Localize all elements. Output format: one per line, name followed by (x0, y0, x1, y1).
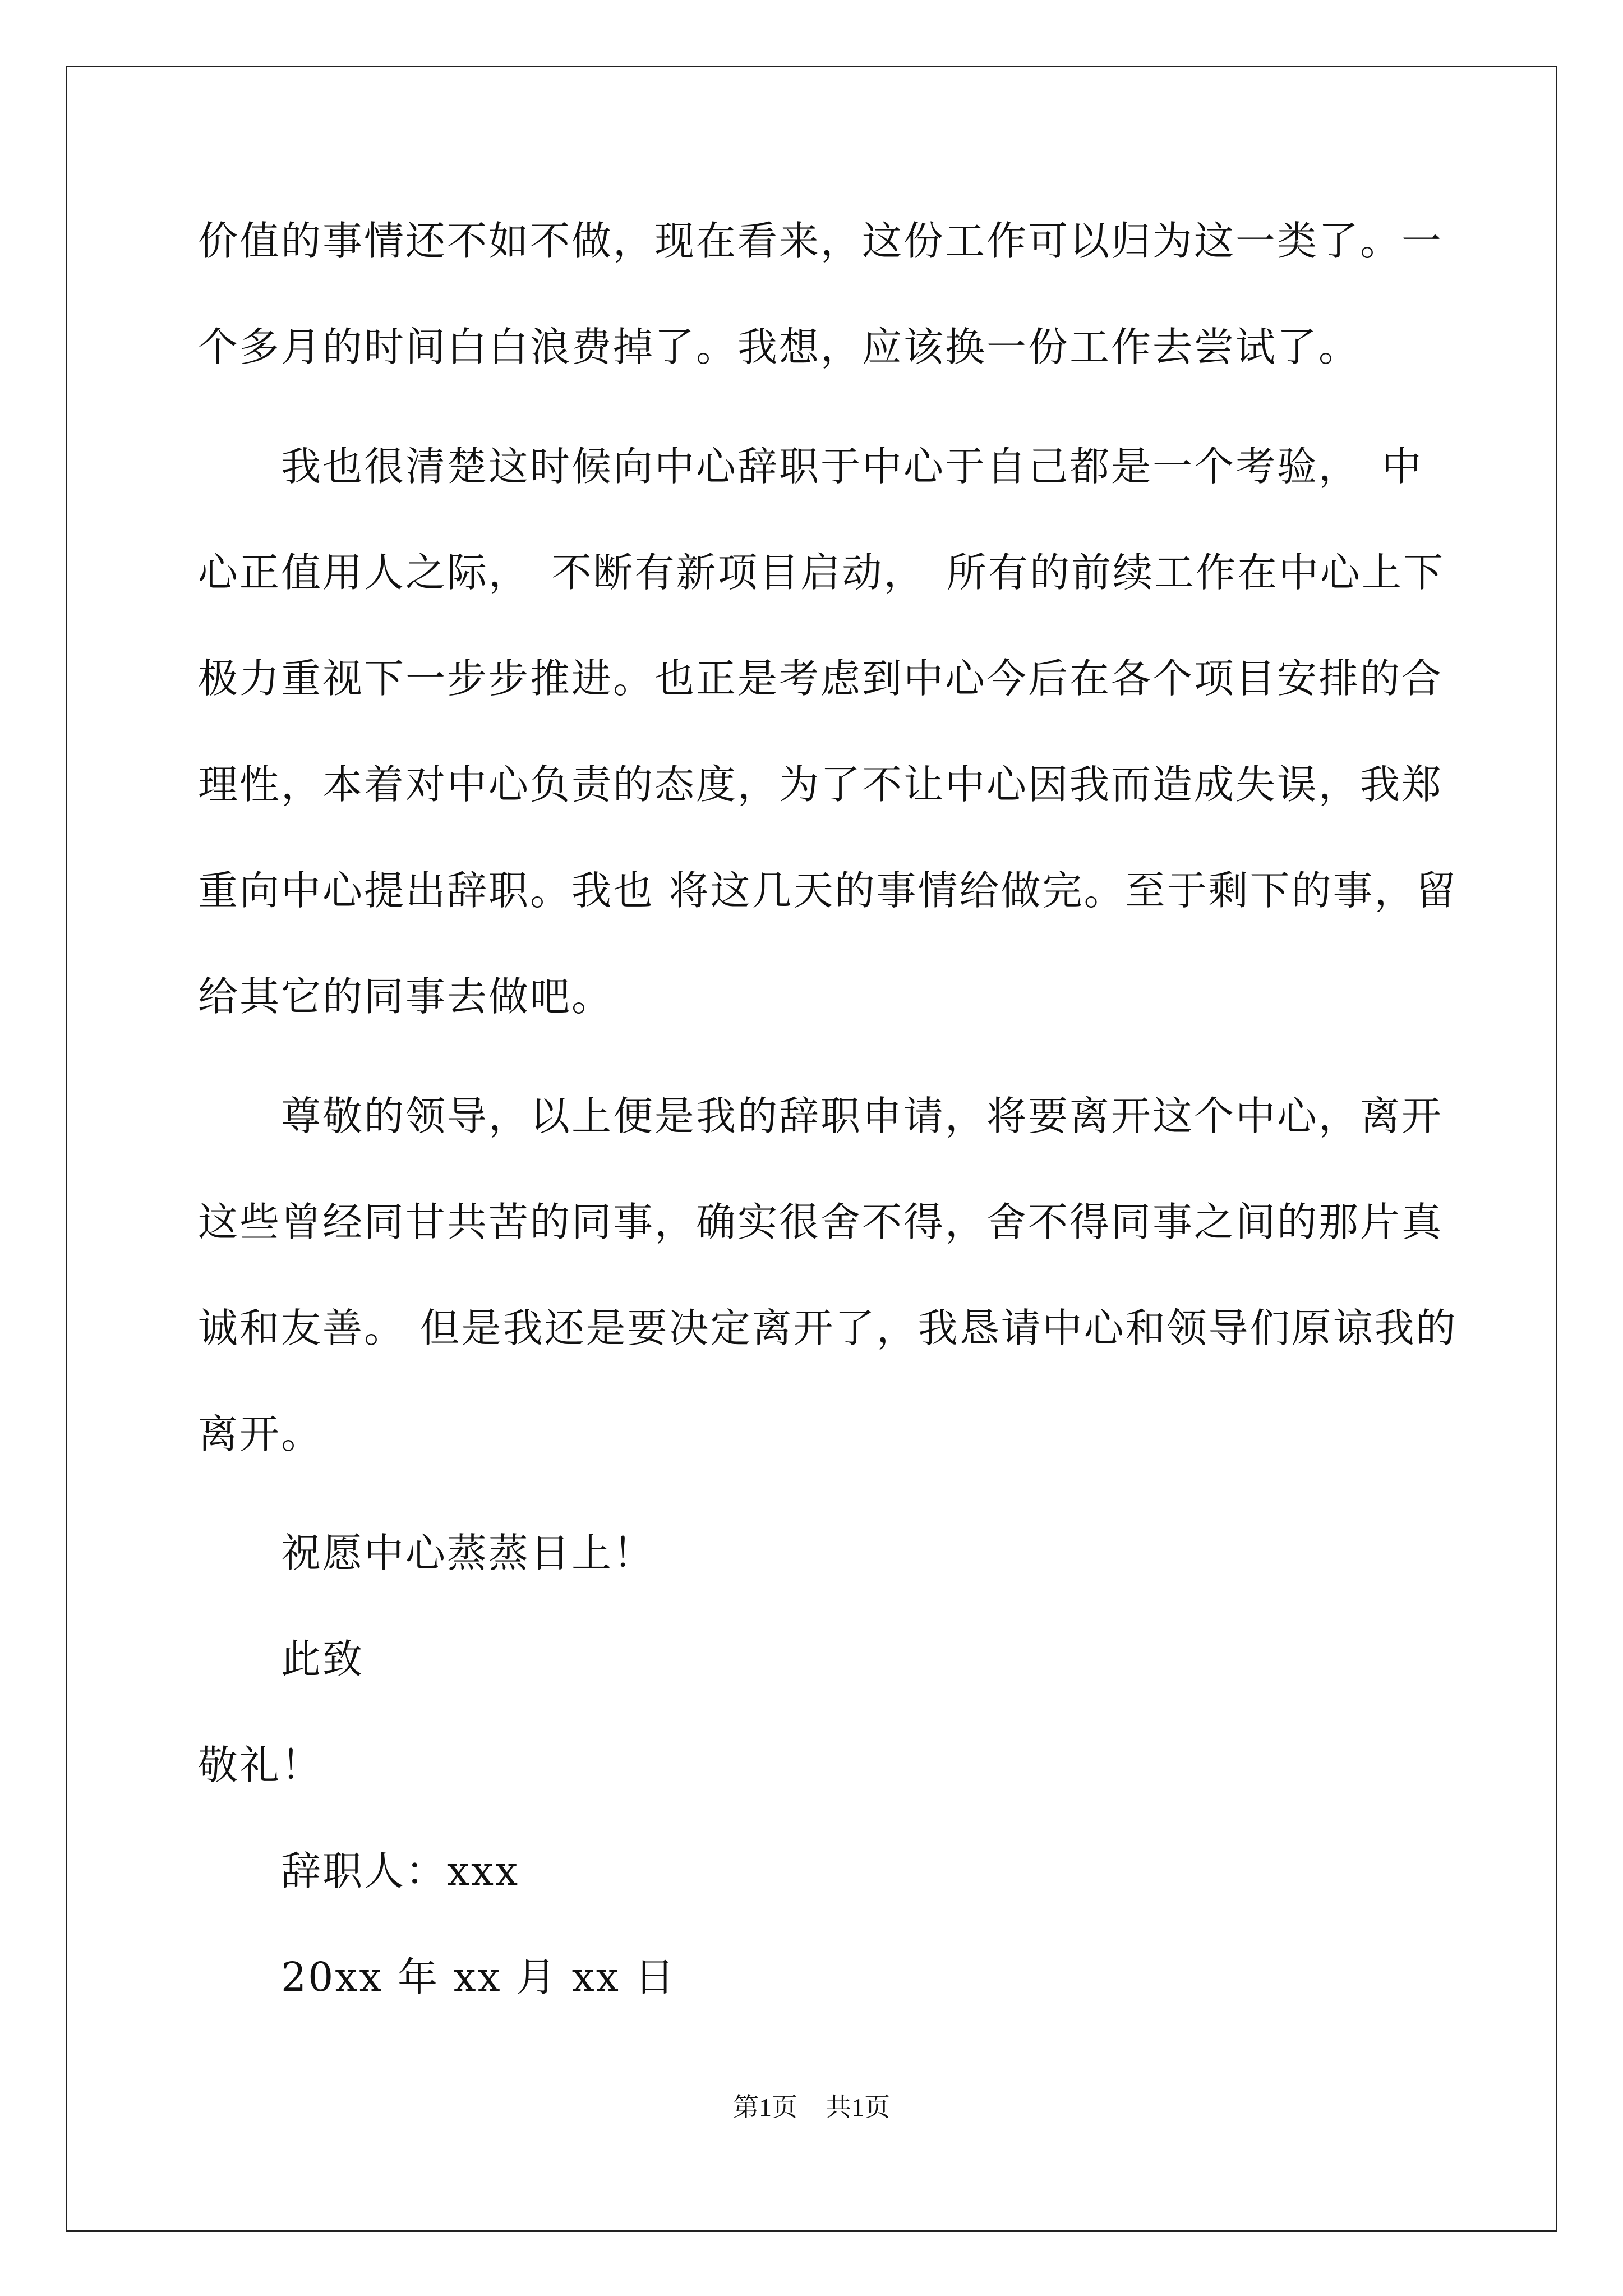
page-number: 第1页 (733, 2093, 797, 2122)
body-line-5: 极力重视下一步步推进。也正是考虑到中心今后在各个项目安排的合 (198, 655, 1444, 702)
body-line-10: 这些曾经同甘共苦的同事，确实很舍不得，舍不得同事之间的那片真 (198, 1199, 1444, 1245)
page-total: 共1页 (826, 2093, 890, 2122)
body-line-11: 诚和友善。 但是我还是要决定离开了，我恳请中心和领导们原谅我的 (198, 1305, 1458, 1351)
body-line-4: 心正值用人之际， 不断有新项目启动， 所有的前续工作在中心上下 (198, 549, 1445, 596)
body-line-12: 离开。 (198, 1411, 323, 1457)
body-line-8: 给其它的同事去做吧。 (198, 973, 614, 1020)
body-line-2: 个多月的时间白白浪费掉了。我想，应该换一份工作去尝试了。 (198, 324, 1361, 370)
closing-salutation: 此致 (198, 1636, 365, 1682)
closing-respect: 敬礼！ (198, 1742, 323, 1788)
signature-line: 辞职人：xxx (198, 1848, 520, 1894)
body-line-3: 我也很清楚这时候向中心辞职于中心于自己都是一个考验， 中 (198, 443, 1423, 490)
body-line-6: 理性，本着对中心负责的态度，为了不让中心因我而造成失误，我郑 (198, 761, 1444, 808)
date-line: 20xx 年 xx 月 xx 日 (198, 1954, 676, 2000)
closing-wish: 祝愿中心蒸蒸日上！ (198, 1530, 655, 1576)
body-line-1: 价值的事情还不如不做，现在看来，这份工作可以归为这一类了。一 (198, 218, 1444, 264)
body-line-9: 尊敬的领导，以上便是我的辞职申请，将要离开这个中心，离开 (198, 1093, 1444, 1139)
page-footer (0, 2091, 1623, 2124)
body-line-7: 重向中心提出辞职。我也 将这几天的事情给做完。至于剩下的事，留 (198, 867, 1458, 914)
